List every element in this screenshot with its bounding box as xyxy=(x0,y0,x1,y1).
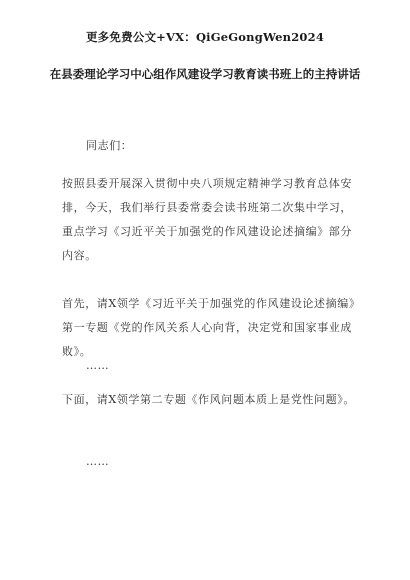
paragraph-first-topic: 首先，请X领学《习近平关于加强党的作风建设论述摘编》第一专题《党的作风关系人心向背，决定党和国家事业成败》。 xyxy=(62,297,361,358)
document-title: 在县委理论学习中心组作风建设学习教育读书班上的主持讲话 xyxy=(49,67,361,81)
salutation: 同志们： xyxy=(86,139,133,152)
promo-header: 更多免费公文+VX：QiGeGongWen2024 xyxy=(85,30,325,44)
paragraph-second-topic: 下面，请X领学第二专题《作风问题本质上是党性问题》。 xyxy=(62,393,355,406)
ellipsis-1: …… xyxy=(86,359,110,372)
paragraph-intro: 按照县委开展深入贯彻中央八项规定精神学习教育总体安排，今天，我们举行县委常委会读书班第二次集中学习，重点学习《习近平关于加强党的作风建设论述摘编》部分内容。 xyxy=(62,177,352,262)
ellipsis-2: …… xyxy=(86,455,110,468)
